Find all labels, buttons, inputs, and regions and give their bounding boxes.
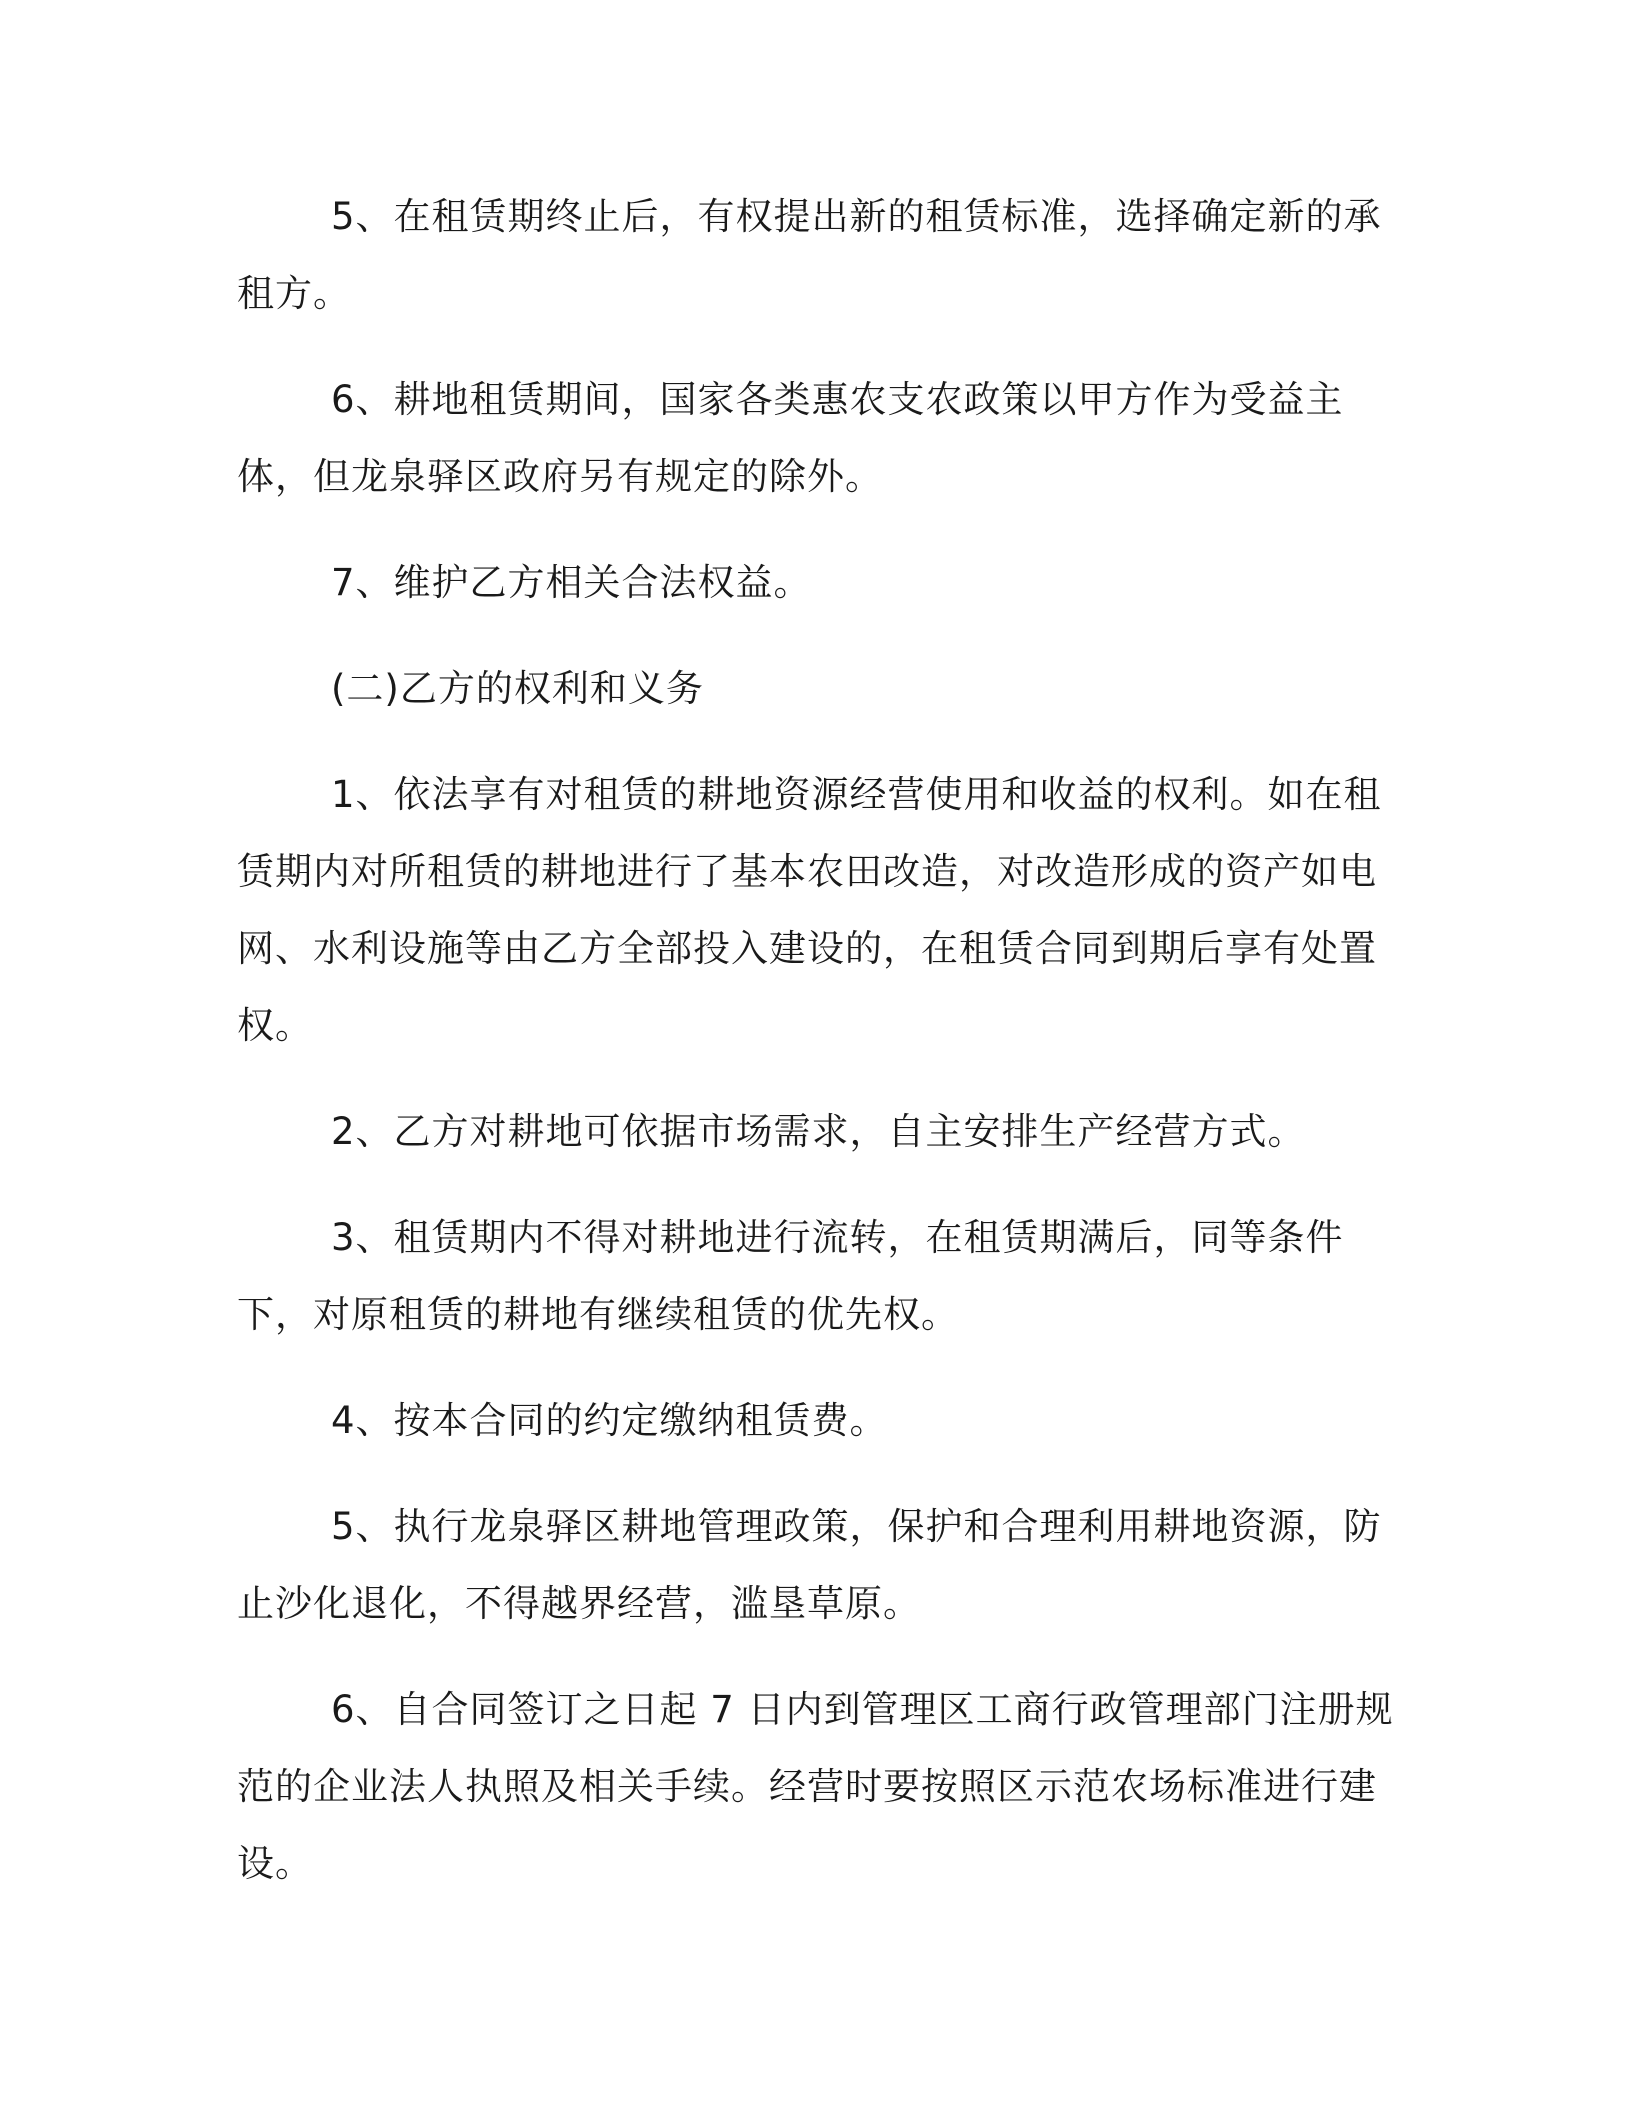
paragraph-a5: 5、在租赁期终止后，有权提出新的租赁标准，选择确定新的承租方。 (237, 195, 1382, 315)
document-body (237, 178, 1397, 1931)
paragraph-b5: 5、执行龙泉驿区耕地管理政策，保护和合理利用耕地资源，防止沙化退化，不得越界经营，滥垦草原。 (237, 1505, 1382, 1625)
paragraph-b6: 6、自合同签订之日起 7 日内到管理区工商行政管理部门注册规范的企业法人执照及相关手续。经营时要按照区示范农场标准进行建设。 (237, 1688, 1394, 1885)
paragraph-a7: 7、维护乙方相关合法权益。 (331, 561, 812, 604)
paragraph-a6: 6、耕地租赁期间，国家各类惠农支农政策以甲方作为受益主体，但龙泉驿区政府另有规定的除外。 (237, 378, 1344, 498)
paragraph-b2: 2、乙方对耕地可依据市场需求，自主安排生产经营方式。 (331, 1110, 1306, 1153)
paragraph-b3: 3、租赁期内不得对耕地进行流转，在租赁期满后，同等条件下，对原租赁的耕地有继续租赁的优先权。 (237, 1216, 1344, 1336)
section-heading-party-b: (二)乙方的权利和义务 (331, 667, 704, 710)
paragraph-b4: 4、按本合同的约定缴纳租赁费。 (331, 1399, 888, 1442)
paragraph-b1: 1、依法享有对租赁的耕地资源经营使用和收益的权利。如在租赁期内对所租赁的耕地进行了基本农田改造，对改造形成的资产如电网、水利设施等由乙方全部投入建设的，在租赁合同到期后享有处置权。 (237, 773, 1382, 1047)
